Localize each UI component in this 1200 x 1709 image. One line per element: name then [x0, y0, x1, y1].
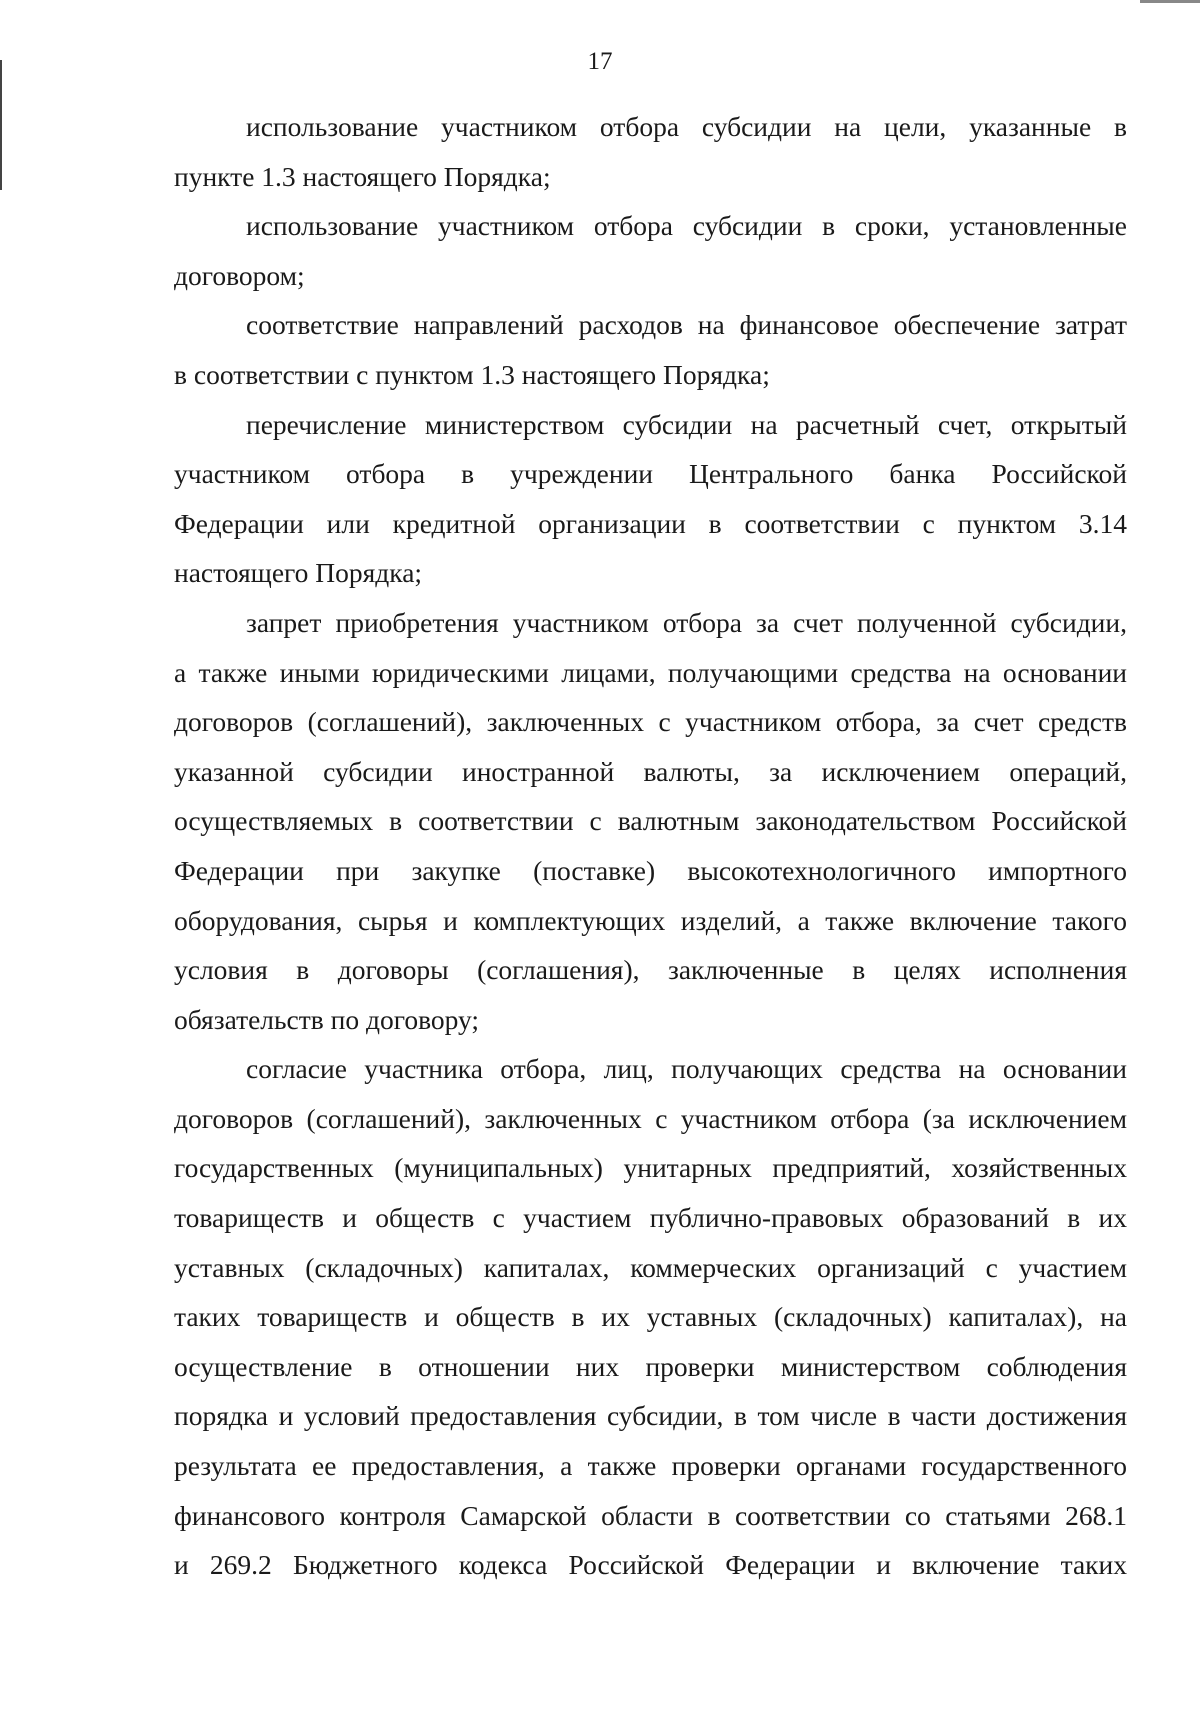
text-line: перечисление министерством субсидии на расчетный счет, открытый	[246, 408, 1127, 440]
text-line: договоров (соглашений), заключенных с участником отбора, за счет средств	[174, 706, 1127, 738]
text-line: оборудования, сырья и комплектующих изделий, а также включение такого	[174, 904, 1127, 936]
paragraph	[174, 1044, 1127, 1590]
text-line: Федерации или кредитной организации в соответствии с пунктом 3.14	[174, 507, 1127, 539]
text-line: условия в договоры (соглашения), заключенные в целях исполнения	[174, 954, 1127, 986]
text-line: использование участником отбора субсидии на цели, указанные в	[246, 111, 1127, 142]
text-line: пункте 1.3 настоящего Порядка;	[174, 160, 551, 192]
scan-edge-mark	[0, 60, 2, 190]
text-line: участником отбора в учреждении Центрального банка Российской	[174, 458, 1127, 490]
text-line: уставных (складочных) капиталах, коммерческих организаций с участием	[174, 1251, 1127, 1283]
text-line: а также иными юридическими лицами, получающими средства на основании	[174, 656, 1127, 688]
paragraph	[174, 102, 1127, 201]
text-line: в соответствии с пунктом 1.3 настоящего Порядка;	[174, 358, 770, 390]
text-line: запрет приобретения участником отбора за счет полученной субсидии,	[246, 606, 1127, 638]
text-line: настоящего Порядка;	[174, 557, 423, 589]
text-line: и 269.2 Бюджетного кодекса Российской Федерации и включение таких	[174, 1549, 1127, 1581]
text-line: финансового контроля Самарской области в соответствии со статьями 268.1	[174, 1499, 1127, 1531]
text-line: осуществление в отношении них проверки министерством соблюдения	[174, 1350, 1127, 1382]
text-line: результата ее предоставления, а также проверки органами государственного	[174, 1450, 1127, 1482]
text-line: договором;	[174, 259, 305, 291]
document-body	[174, 102, 1127, 1590]
paragraph	[174, 201, 1127, 300]
paragraph	[174, 300, 1127, 399]
text-line: согласие участника отбора, лиц, получающих средства на основании	[246, 1053, 1127, 1085]
paragraph	[174, 400, 1127, 598]
text-line: использование участником отбора субсидии в сроки, установленные	[246, 210, 1127, 242]
text-line: товариществ и обществ с участием публично-правовых образований в их	[174, 1202, 1127, 1234]
text-line: государственных (муниципальных) унитарных предприятий, хозяйственных	[174, 1152, 1127, 1184]
text-line: порядка и условий предоставления субсидии, в том числе в части достижения	[174, 1400, 1127, 1432]
page-number: 17	[587, 48, 613, 75]
paragraph	[174, 598, 1127, 1044]
text-line: таких товариществ и обществ в их уставных (складочных) капиталах), на	[174, 1301, 1127, 1333]
text-line: Федерации при закупке (поставке) высокотехнологичного импортного	[174, 854, 1127, 886]
text-line: соответствие направлений расходов на финансовое обеспечение затрат	[246, 309, 1127, 341]
text-line: указанной субсидии иностранной валюты, за исключением операций,	[174, 755, 1127, 787]
text-line: осуществляемых в соответствии с валютным законодательством Российской	[174, 805, 1127, 837]
scan-edge-mark-top	[1140, 0, 1200, 3]
text-line: обязательств по договору;	[174, 1003, 480, 1035]
text-line: договоров (соглашений), заключенных с участником отбора (за исключением	[174, 1102, 1127, 1134]
